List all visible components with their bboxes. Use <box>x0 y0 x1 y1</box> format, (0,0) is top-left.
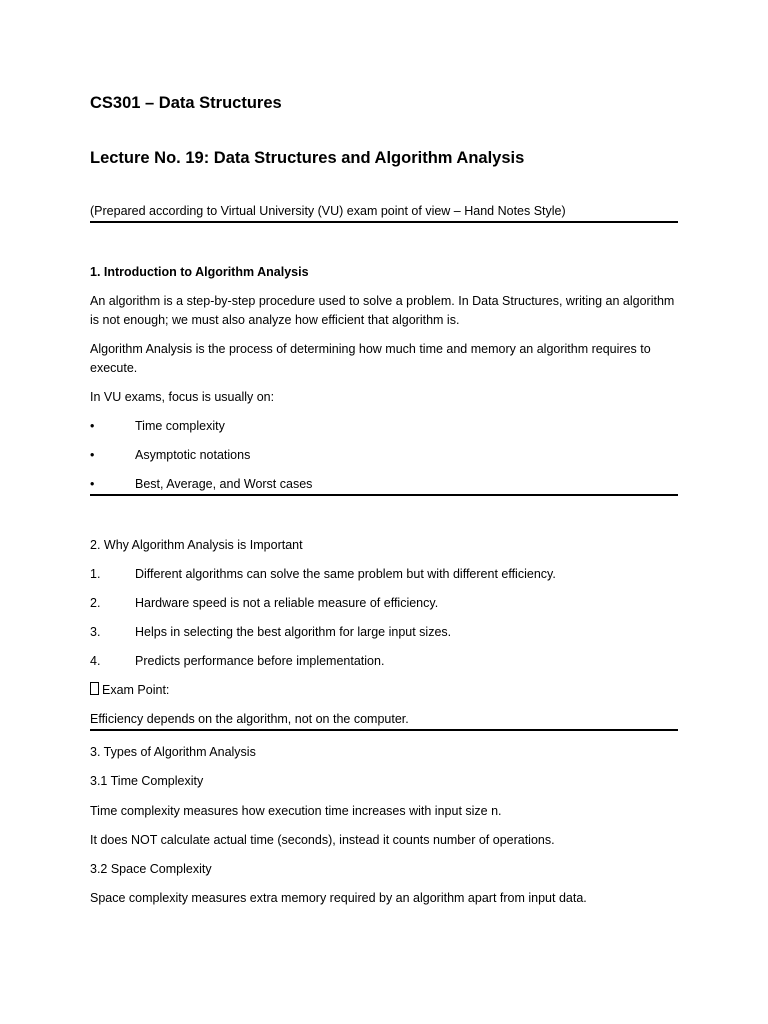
section1-para3: In VU exams, focus is usually on: <box>90 390 275 404</box>
numbered-item <box>90 565 556 584</box>
bullet-item <box>90 446 250 465</box>
subsection-heading: 3.1 Time Complexity <box>90 774 204 788</box>
divider <box>90 729 678 731</box>
section1-heading: 1. Introduction to Algorithm Analysis <box>90 265 309 279</box>
course-title: CS301 – Data Structures <box>90 94 282 112</box>
item-number: 3. <box>90 625 101 639</box>
bullet-marker: • <box>90 477 95 491</box>
bullet-text: Best, Average, and Worst cases <box>135 477 313 491</box>
item-text: Hardware speed is not a reliable measure of efficiency. <box>135 596 439 610</box>
numbered-item <box>90 594 438 613</box>
exam-point-text: Efficiency depends on the algorithm, not on the computer. <box>90 712 409 726</box>
lecture-title: Lecture No. 19: Data Structures and Algorithm Analysis <box>90 149 525 167</box>
subsection-para: Time complexity measures how execution time increases with input size n. <box>90 804 502 818</box>
item-number: 1. <box>90 567 101 581</box>
subsection-heading: 3.2 Space Complexity <box>90 862 212 876</box>
exam-point <box>90 681 169 700</box>
section2-heading: 2. Why Algorithm Analysis is Important <box>90 538 303 552</box>
item-number: 2. <box>90 596 101 610</box>
subsection-para: Space complexity measures extra memory required by an algorithm apart from input data. <box>90 891 587 905</box>
bullet-marker: • <box>90 448 95 462</box>
item-text: Helps in selecting the best algorithm for large input sizes. <box>135 625 452 639</box>
section3-heading: 3. Types of Algorithm Analysis <box>90 745 256 759</box>
bullet-text: Asymptotic notations <box>135 448 251 462</box>
subsection-para: It does NOT calculate actual time (seconds), instead it counts number of operations. <box>90 833 555 847</box>
bullet-item <box>90 417 225 436</box>
divider <box>90 221 678 223</box>
missing-glyph-icon <box>90 682 99 695</box>
bullet-text: Time complexity <box>135 419 225 433</box>
item-number: 4. <box>90 654 101 668</box>
section1-para1: An algorithm is a step-by-step procedure used to solve a problem. In Data Structures, writing an algorithm is not enough; we must also analyze how efficient that algorithm is. <box>90 294 675 327</box>
section1-para2: Algorithm Analysis is the process of determining how much time and memory an algorithm requires to execute. <box>90 342 651 375</box>
subtitle: (Prepared according to Virtual University (VU) exam point of view – Hand Notes Style) <box>90 204 566 218</box>
bullet-item <box>90 475 312 494</box>
bullet-marker: • <box>90 419 95 433</box>
numbered-item <box>90 623 451 642</box>
exam-point-label: Exam Point: <box>102 683 170 697</box>
item-text: Different algorithms can solve the same problem but with different efficiency. <box>135 567 556 581</box>
numbered-item <box>90 652 384 671</box>
item-text: Predicts performance before implementation. <box>135 654 385 668</box>
divider <box>90 494 678 496</box>
